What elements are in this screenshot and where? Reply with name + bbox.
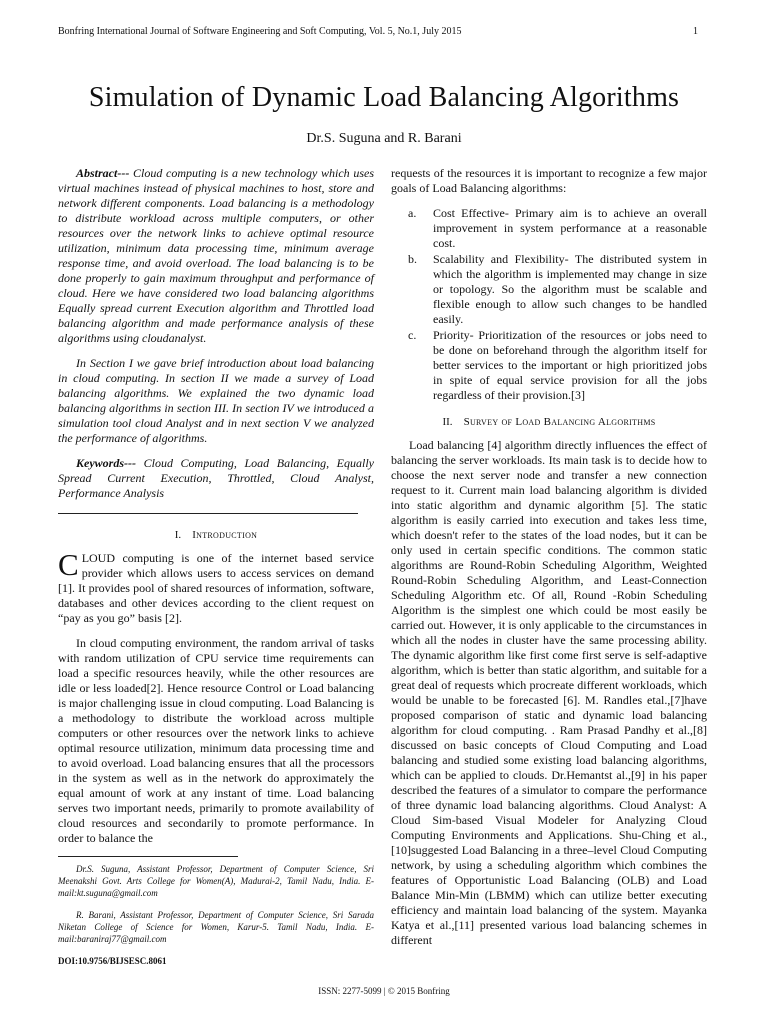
list-item-text: Priority- Prioritization of the resources or jobs need to be done on beforehand through the algorithm itself for better services to the important or high prioritized jobs in spite of equal service provision for all the jobs regardless of their provision.[3]: [433, 328, 707, 402]
left-column: [58, 166, 374, 967]
abstract-label: Abstract---: [76, 166, 130, 180]
list-item-label: a.: [408, 206, 417, 220]
right-paragraph-1: requests of the resources it is important to recognize a few major goals of Load Balancing algorithms:: [391, 166, 707, 195]
intro-paragraph-1: [58, 547, 374, 626]
running-header: [58, 26, 698, 37]
list-item-label: c.: [408, 328, 417, 342]
paper-title: Simulation of Dynamic Load Balancing Algorithms: [88, 82, 680, 113]
keywords-paragraph: [58, 456, 374, 501]
page-footer: ISSN: 2277-5099 | © 2015 Bonfring: [318, 986, 450, 996]
footnote-author-2: R. Barani, Assistant Professor, Department of Computer Science, Sri Sarada Niketan College of Science for Women, Karur-5. Tamil Nadu, India. E-mail:baraniraj77@gmail.com: [58, 910, 374, 944]
abstract-paragraph: [58, 166, 374, 346]
right-column: [391, 166, 707, 958]
list-item: [391, 252, 707, 327]
intro-paragraph-2: In cloud computing environment, the random arrival of tasks with random utilization of CPU service time requirements can load a specific resources heavily, while the other resources are idle or less loaded[2]. Hence resource Control or Load balancing is major challenging issue in cloud computing. Load Balancing is a methodology to distribute the workload across multiple computers or other resources over the network links to achieve optimal resource utilization, minimum data processing time and to avoid overload. Load balancing ensures that all the processors in the system as well as in the network do approximately the equal amount of work at any instant of time. Load balancing serves two important needs, primarily to promote availability of cloud resources and secondarily to promote performance. In order to balance the: [58, 636, 374, 845]
intro-paragraph-1-text: LOUD computing is one of the internet based service provider which allows users to access services on demand [1]. It provides pool of shared resources of information, software, databases and other devices according to the client request on “pay as you go” basis [2].: [58, 551, 374, 625]
drop-cap: C: [58, 547, 79, 582]
section-title: Introduction: [192, 529, 258, 541]
list-item-label: b.: [408, 252, 417, 266]
list-item: [391, 328, 707, 403]
footnote-author-1: Dr.S. Suguna, Assistant Professor, Department of Computer Science, Sri Meenakshi Govt. Arts College for Women(A), Madurai-2, Tamil Nadu, India. E-mail:kt.suguna@gmail.com: [58, 864, 374, 898]
journal-citation: Bonfring International Journal of Software Engineering and Soft Computing, Vol. 5, No.1, July 2015: [58, 26, 462, 37]
list-item: [391, 206, 707, 251]
section-heading-introduction: [58, 528, 374, 543]
goals-list: [391, 206, 707, 403]
list-item-text: Cost Effective- Primary aim is to achieve an overall improvement in system performance at a reasonable cost.: [433, 206, 707, 250]
footnote-divider: [58, 856, 238, 857]
abstract-divider: [58, 513, 358, 514]
doi: DOI:10.9756/BIJSESC.8061: [58, 956, 167, 966]
survey-paragraph: Load balancing [4] algorithm directly influences the effect of balancing the server workloads. Its main task is to decide how to choose the next server node and transfer a new connection request to it. Current main load balancing algorithm is divided into static algorithm and dynamic algorithm [5]. The static algorithm is easily carried into execution and takes less time, which doesn't refer to the states of the load nodes, but it can be only used in certain specific conditions. The common static algorithms are Round-Robin Scheduling Algorithm, Weighted Round-Robin Scheduling Algorithm, and Least-Connection Scheduling Algorithm etc. Of all, Round -Robin Scheduling Algorithm is the simplest one which could be most easily be carried out. However, it is only applicable to the circumstances in which all the nodes in cluster have the same processing ability. The dynamic algorithm like first come first serve is self-adaptive algorithm, which is better than static algorithm, and suitable for a great deal of requests which procreate different workloads, which would be unable to be forecasted [6]. M. Randles etal.,[7]have proposed comparison of static and dynamic load balancing algorithm for cloud computing. . Ram Prasad Pandhy et al.,[8] discussed on basic concepts of Cloud Computing and Load balancing and studied some existing load balancing algorithms, which can be applied to clouds. Dr.Hemantst al.,[9] in his paper described the features of a simulator to compare the performance of three dynamic load balancing algorithms. Cloud Analyst: A Cloud Sim-based Visual Modeler for Analyzing Cloud Computing Environments and Applications. Shu-Ching et al.,[10]suggested Load Balancing in a three–level Cloud Computing network, by using a scheduling algorithm which combines the features of Opportunistic Load Balancing (OLB) and Load Balance Min-Min (LBMM) which can utilize better executing efficiency and maintain load balancing of the system. Mayanka Katya et al.,[11] presented various load balancing schemes in different: [391, 438, 707, 947]
page-number: 1: [693, 26, 698, 37]
keywords-text: Cloud Computing, Load Balancing, Equally Spread Current Execution, Throttled, Cloud Analyst, Performance Analysis: [58, 456, 374, 500]
section-number: I.: [174, 529, 182, 541]
section-title: Survey of Load Balancing Algorithms: [463, 416, 656, 428]
list-item-text: Scalability and Flexibility- The distributed system in which the algorithm is implemented may change in size or topology. So the algorithm must be scalable and flexible enough to allow such changes to be handled easily.: [433, 252, 707, 326]
keywords-label: Keywords---: [76, 456, 136, 470]
section-heading-survey: [391, 415, 707, 430]
section-number: II.: [442, 416, 453, 428]
paper-authors: Dr.S. Suguna and R. Barani: [306, 131, 462, 146]
abstract-text: Cloud computing is a new technology which uses virtual machines instead of physical machines to host, store and network different components. Load balancing is a methodology to distribute workload across multiple computers, or other resources over the network links to achieve optimal resource utilization, minimum data processing time, minimum average response time, and avoid overload. The load balancing is to be done properly to gain maximum throughput and performance of cloud. Here we have considered two load balancing algorithms Equally spread current Execution algorithm and Throttled load balancing algorithm and made performance analysis of these algorithms using cloudanalyst.: [58, 166, 374, 345]
abstract-paragraph-2: In Section I we gave brief introduction about load balancing in cloud computing. In section II we made a survey of Load balancing algorithms. We explained the two dynamic load balancing algorithms in section III. In section IV we introduced a simulation tool cloud Analyst and in next section V we analyzed the performance of algorithms.: [58, 356, 374, 445]
